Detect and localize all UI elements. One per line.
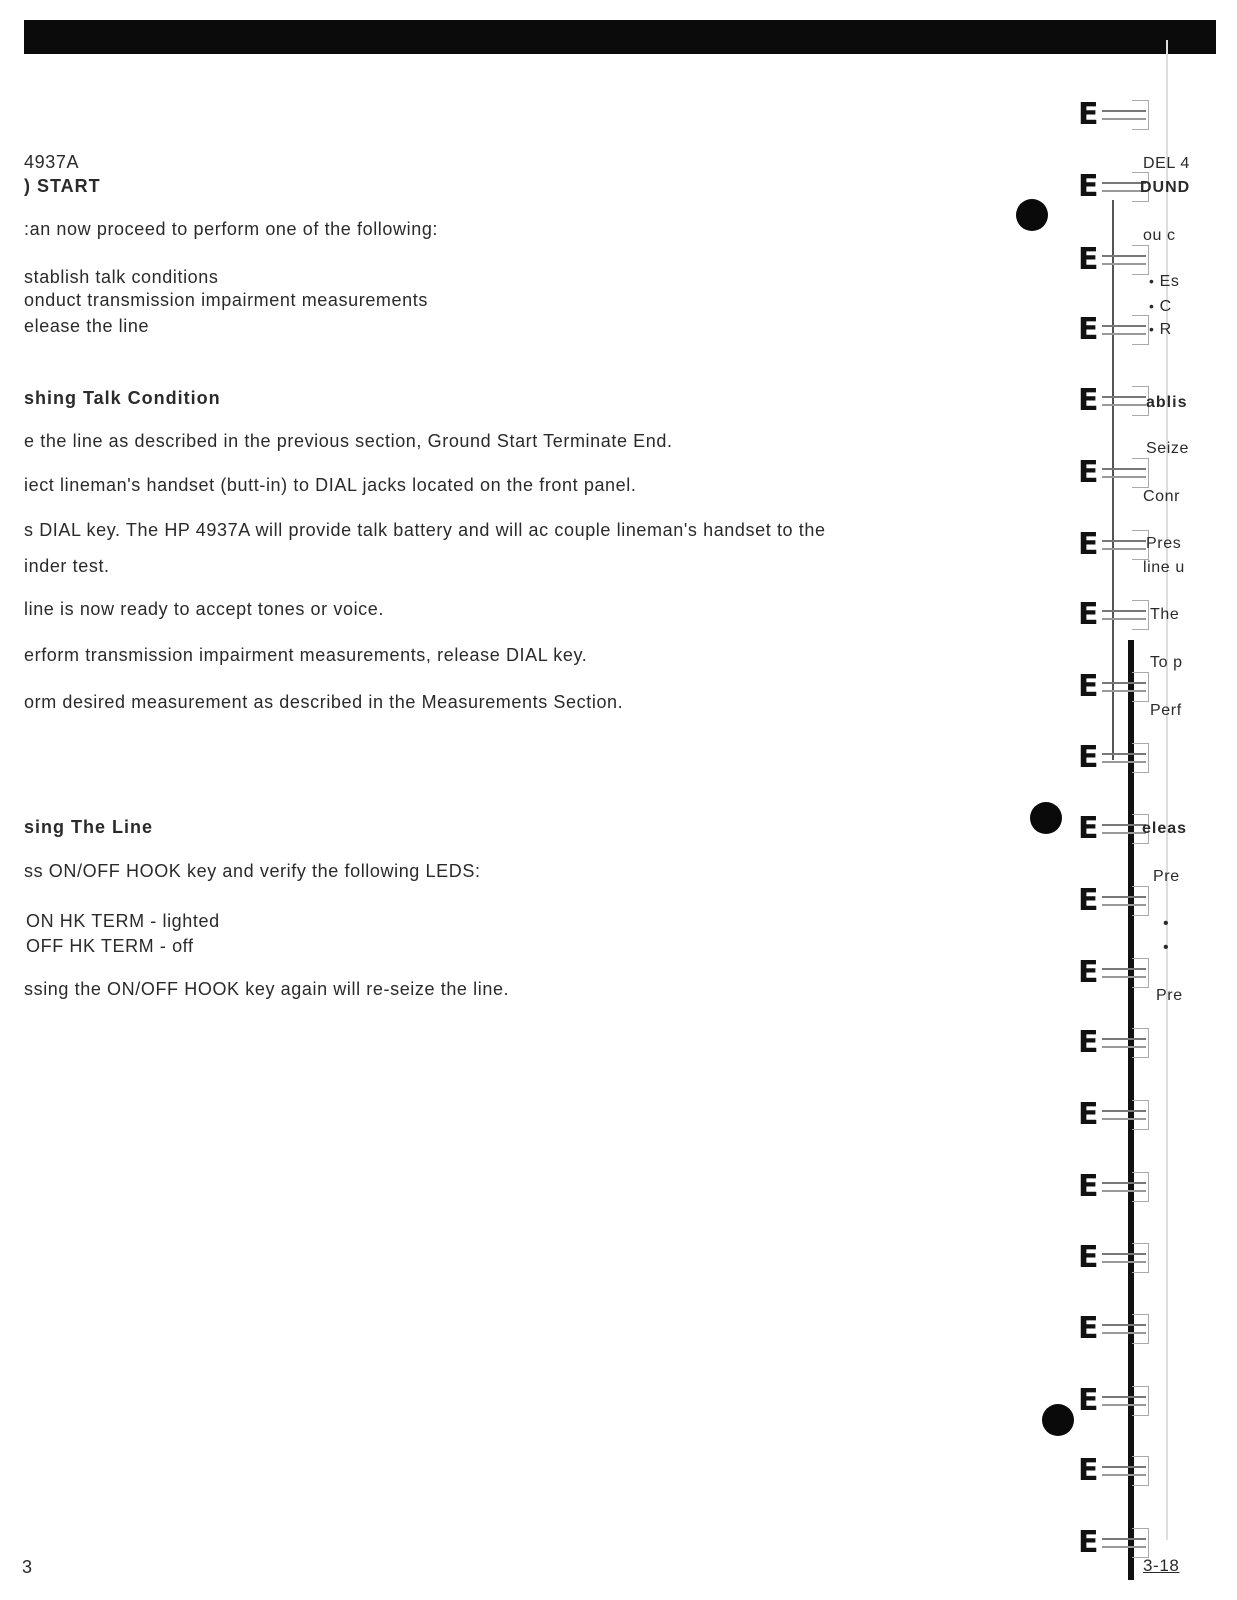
binding-coil: E — [1078, 600, 1160, 630]
binding-coil: E — [1078, 1243, 1160, 1273]
talk-step: iect lineman's handset (butt-in) to DIAL jacks located on the front panel. — [24, 475, 637, 495]
binding-coil: E — [1078, 530, 1160, 560]
binding-coil: E — [1078, 172, 1160, 202]
next-page-fragment: eleas — [1142, 820, 1188, 837]
talk-heading: shing Talk Condition — [24, 388, 221, 408]
binding-coil: E — [1078, 1100, 1160, 1130]
model-header: 4937A — [24, 152, 80, 172]
talk-step: e the line as described in the previous section, Ground Start Terminate End. — [24, 431, 673, 451]
release-step: ssing the ON/OFF HOOK key again will re-seize the line. — [24, 979, 510, 999]
section-header: ) START — [24, 176, 101, 196]
talk-step: erform transmission impairment measurements, release DIAL key. — [24, 645, 588, 665]
binding-coil: E — [1078, 1314, 1160, 1344]
next-page-fragment: DUND — [1140, 179, 1191, 196]
next-page-fragment: Conr — [1143, 488, 1181, 505]
binding-coil: E — [1078, 1172, 1160, 1202]
next-page-fragment: ablis — [1146, 394, 1188, 411]
binding-coil: E — [1078, 458, 1160, 488]
binding-coil: E — [1078, 100, 1160, 130]
next-page-fragment: Pre — [1153, 868, 1180, 885]
intro-bullet: stablish talk conditions — [24, 267, 219, 287]
next-page-edge — [1166, 40, 1168, 1540]
binding-coil: E — [1078, 672, 1160, 702]
bullet-icon: • — [1149, 298, 1155, 314]
binding-coil: E — [1078, 743, 1160, 773]
top-black-bar — [24, 20, 1216, 54]
intro-text: :an now proceed to perform one of the following: — [24, 219, 439, 239]
next-page-fragment: R — [1159, 321, 1172, 338]
led-item: OFF HK TERM - off — [26, 936, 194, 956]
next-page-fragment: Pres — [1146, 535, 1182, 552]
next-page-fragment: C — [1159, 298, 1172, 315]
binding-coil: E — [1078, 1386, 1160, 1416]
punch-hole — [1030, 802, 1062, 834]
led-item: ON HK TERM - lighted — [26, 911, 220, 931]
talk-step-continued: inder test. — [24, 556, 110, 576]
release-step: ss ON/OFF HOOK key and verify the following LEDS: — [24, 861, 481, 881]
next-page-fragment: ou c — [1143, 227, 1176, 244]
next-page-bullet — [1149, 274, 1179, 290]
binding-coil: E — [1078, 814, 1160, 844]
bullet-icon: • — [1163, 915, 1170, 932]
bullet-icon: • — [1163, 939, 1170, 956]
next-page-fragment: To p — [1150, 654, 1183, 671]
intro-bullet: onduct transmission impairment measurements — [24, 290, 428, 310]
page-number-left: 3 — [22, 1557, 33, 1577]
next-page-fragment: The — [1150, 606, 1180, 623]
next-page-fragment: Pre — [1156, 987, 1183, 1004]
next-page-fragment: Seize — [1146, 440, 1190, 457]
page-number-right: 3-18 — [1143, 1556, 1180, 1575]
next-page-bullet — [1149, 299, 1172, 315]
next-page-fragment: Perf — [1150, 702, 1182, 719]
bullet-icon: • — [1149, 273, 1155, 289]
release-heading: sing The Line — [24, 817, 154, 837]
talk-step: s DIAL key. The HP 4937A will provide talk battery and will ac couple lineman's handset to the — [24, 520, 826, 540]
binding-coil: E — [1078, 1028, 1160, 1058]
binding-coil: E — [1078, 958, 1160, 988]
binding-coil: E — [1078, 386, 1160, 416]
next-page-fragment: DEL 4 — [1143, 155, 1190, 172]
binding-coil: E — [1078, 245, 1160, 275]
next-page-fragment: line u — [1143, 559, 1185, 576]
punch-hole — [1016, 199, 1048, 231]
next-page-fragment: Es — [1159, 273, 1180, 290]
punch-hole — [1042, 1404, 1074, 1436]
binding-coil: E — [1078, 1528, 1160, 1558]
intro-bullet: elease the line — [24, 316, 150, 336]
binding-coil: E — [1078, 1456, 1160, 1486]
bullet-icon: • — [1149, 321, 1155, 337]
binding-coil: E — [1078, 315, 1160, 345]
next-page-bullet — [1149, 322, 1172, 338]
talk-step: orm desired measurement as described in the Measurements Section. — [24, 692, 624, 712]
binding-coil: E — [1078, 886, 1160, 916]
talk-step: line is now ready to accept tones or voice. — [24, 599, 384, 619]
